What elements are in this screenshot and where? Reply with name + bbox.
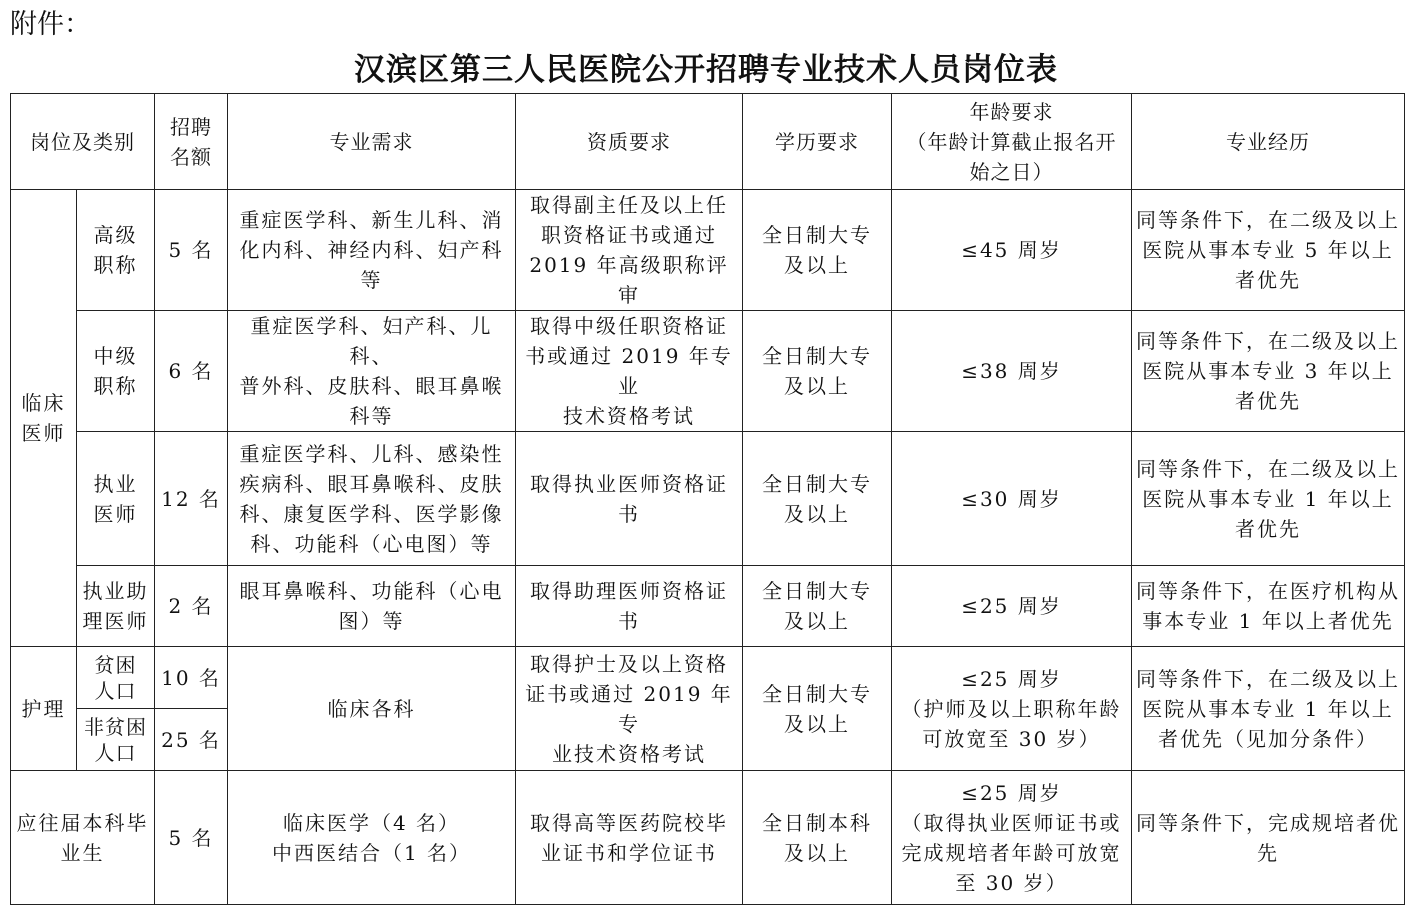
sub-category: 贫困 人口 <box>77 647 155 709</box>
group-graduate: 应往届本科毕 业生 <box>11 771 155 905</box>
education-cell: 全日制大专 及以上 <box>743 311 892 432</box>
header-age: 年龄要求 （年龄计算截止报名开 始之日） <box>892 94 1132 190</box>
table-row <box>11 311 1405 432</box>
age-cell: ≤30 周岁 <box>892 432 1132 566</box>
experience-cell: 同等条件下，在二级及以上 医院从事本专业 3 年以上 者优先 <box>1132 311 1405 432</box>
major-cell: 重症医学科、儿科、感染性 疾病科、眼耳鼻喉科、皮肤 科、康复医学科、医学影像 科、功能科（心电图）等 <box>228 432 516 566</box>
qualification-cell: 取得护士及以上资格 证书或通过 2019 年专 业技术资格考试 <box>516 647 743 771</box>
qualification-cell: 取得高等医药院校毕 业证书和学位证书 <box>516 771 743 905</box>
quota-cell: 5 名 <box>155 771 228 905</box>
qualification-cell: 取得副主任及以上任 职资格证书或通过 2019 年高级职称评审 <box>516 190 743 311</box>
sub-category: 执业 医师 <box>77 432 155 566</box>
table-row <box>11 432 1405 566</box>
education-cell: 全日制大专 及以上 <box>743 190 892 311</box>
major-cell: 临床医学（4 名） 中西医结合（1 名） <box>228 771 516 905</box>
age-cell: ≤25 周岁 （取得执业医师证书或 完成规培者年龄可放宽 至 30 岁） <box>892 771 1132 905</box>
education-cell: 全日制大专 及以上 <box>743 647 892 771</box>
age-cell: ≤25 周岁 <box>892 566 1132 647</box>
header-quota: 招聘 名额 <box>155 94 228 190</box>
sub-category: 非贫困 人口 <box>77 709 155 771</box>
experience-cell: 同等条件下，在二级及以上 医院从事本专业 1 年以上 者优先（见加分条件） <box>1132 647 1405 771</box>
qualification-cell: 取得执业医师资格证 书 <box>516 432 743 566</box>
attachment-label: 附件： <box>10 9 91 40</box>
table-row <box>11 190 1405 311</box>
header-position: 岗位及类别 <box>11 94 155 190</box>
quota-cell: 12 名 <box>155 432 228 566</box>
major-cell: 重症医学科、妇产科、儿科、 普外科、皮肤科、眼耳鼻喉 科等 <box>228 311 516 432</box>
qualification-cell: 取得助理医师资格证 书 <box>516 566 743 647</box>
major-cell: 重症医学科、新生儿科、消 化内科、神经内科、妇产科 等 <box>228 190 516 311</box>
table-row <box>11 771 1405 905</box>
major-cell: 临床各科 <box>228 647 516 771</box>
quota-cell: 25 名 <box>155 709 228 771</box>
education-cell: 全日制本科 及以上 <box>743 771 892 905</box>
experience-cell: 同等条件下，在二级及以上 医院从事本专业 5 年以上 者优先 <box>1132 190 1405 311</box>
age-cell: ≤45 周岁 <box>892 190 1132 311</box>
quota-cell: 6 名 <box>155 311 228 432</box>
sub-category: 高级 职称 <box>77 190 155 311</box>
quota-cell: 5 名 <box>155 190 228 311</box>
quota-cell: 2 名 <box>155 566 228 647</box>
age-cell: ≤38 周岁 <box>892 311 1132 432</box>
table-row <box>11 566 1405 647</box>
education-cell: 全日制大专 及以上 <box>743 432 892 566</box>
experience-cell: 同等条件下，完成规培者优 先 <box>1132 771 1405 905</box>
table-row <box>11 647 1405 709</box>
major-cell: 眼耳鼻喉科、功能科（心电 图）等 <box>228 566 516 647</box>
group-clinical: 临床 医师 <box>11 190 77 647</box>
group-nursing: 护理 <box>11 647 77 771</box>
quota-cell: 10 名 <box>155 647 228 709</box>
qualification-cell: 取得中级任职资格证 书或通过 2019 年专业 技术资格考试 <box>516 311 743 432</box>
experience-cell: 同等条件下，在二级及以上 医院从事本专业 1 年以上 者优先 <box>1132 432 1405 566</box>
header-row <box>11 94 1405 190</box>
experience-cell: 同等条件下，在医疗机构从 事本专业 1 年以上者优先 <box>1132 566 1405 647</box>
page-title: 汉滨区第三人民医院公开招聘专业技术人员岗位表 <box>354 52 1058 88</box>
header-qualification: 资质要求 <box>516 94 743 190</box>
age-cell: ≤25 周岁 （护师及以上职称年龄 可放宽至 30 岁） <box>892 647 1132 771</box>
header-major: 专业需求 <box>228 94 516 190</box>
header-education: 学历要求 <box>743 94 892 190</box>
header-experience: 专业经历 <box>1132 94 1405 190</box>
education-cell: 全日制大专 及以上 <box>743 566 892 647</box>
position-table <box>10 93 1405 905</box>
sub-category: 中级 职称 <box>77 311 155 432</box>
sub-category: 执业助 理医师 <box>77 566 155 647</box>
